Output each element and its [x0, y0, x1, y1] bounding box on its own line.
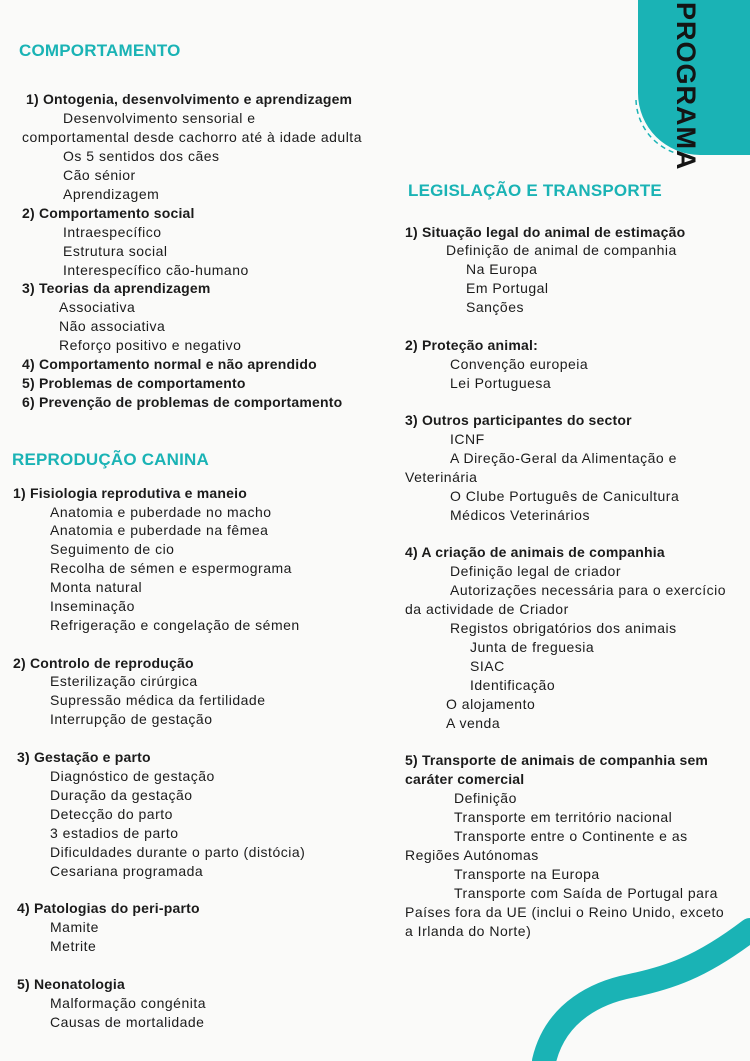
- item: Mamite: [50, 919, 99, 935]
- item: Anatomia e puberdade na fêmea: [50, 522, 269, 538]
- item: Cesariana programada: [50, 863, 204, 879]
- item: O Clube Português de Canicultura: [450, 488, 680, 504]
- item: Em Portugal: [466, 280, 549, 296]
- item: SIAC: [470, 658, 505, 674]
- item: Identificação: [470, 677, 556, 693]
- item-heading: 5) Transporte de animais de companhia sem: [405, 752, 709, 768]
- item-heading: 4) Patologias do peri-parto: [17, 900, 200, 916]
- item: Malformação congénita: [50, 995, 207, 1011]
- item: Anatomia e puberdade no macho: [50, 504, 272, 520]
- item: Transporte em território nacional: [454, 809, 673, 825]
- item-heading: 6) Prevenção de problemas de comportamento: [22, 394, 343, 410]
- item: Países fora da UE (inclui o Reino Unido, exceto: [405, 904, 725, 920]
- item: Médicos Veterinários: [450, 507, 590, 523]
- section-title-comportamento: COMPORTAMENTO: [19, 41, 181, 60]
- item: Diagnóstico de gestação: [50, 768, 215, 784]
- item: Intraespecífico: [63, 224, 162, 240]
- item: Transporte na Europa: [454, 866, 600, 882]
- item: comportamental desde cachorro até à idade adulta: [22, 129, 362, 145]
- item: Interrupção de gestação: [50, 711, 213, 727]
- item: Cão sénior: [63, 167, 136, 183]
- item: Refrigeração e congelação de sémen: [50, 617, 300, 633]
- item: Sanções: [466, 299, 524, 315]
- item: Inseminação: [50, 598, 135, 614]
- item: Metrite: [50, 938, 97, 954]
- item-heading: 4) A criação de animais de companhia: [405, 544, 665, 560]
- item: a Irlanda do Norte): [405, 923, 532, 939]
- item: A Direção-Geral da Alimentação e: [450, 450, 677, 466]
- item: Registos obrigatórios dos animais: [450, 620, 677, 636]
- item: Associativa: [59, 299, 136, 315]
- item: Monta natural: [50, 579, 143, 595]
- item: Definição de animal de companhia: [446, 242, 677, 258]
- section-title-reproducao: REPRODUÇÃO CANINA: [12, 450, 210, 469]
- item-heading: 1) Ontogenia, desenvolvimento e aprendizagem: [26, 91, 353, 107]
- item: Os 5 sentidos dos cães: [63, 148, 220, 164]
- item-heading: 2) Comportamento social: [22, 205, 195, 221]
- item-heading: 4) Comportamento normal e não aprendido: [22, 356, 317, 372]
- item: Aprendizagem: [63, 186, 160, 202]
- item: Definição: [454, 790, 517, 806]
- item: Reforço positivo e negativo: [59, 337, 242, 353]
- item: Regiões Autónomas: [405, 847, 539, 863]
- item: Estrutura social: [63, 243, 168, 259]
- item-heading: 1) Fisiologia reprodutiva e maneio: [13, 485, 247, 501]
- item-heading: 2) Controlo de reprodução: [13, 655, 194, 671]
- item-heading: 5) Neonatologia: [17, 976, 126, 992]
- item: Desenvolvimento sensorial e: [63, 110, 256, 126]
- item: Detecção do parto: [50, 806, 173, 822]
- program-badge-text: PROGRAMA: [671, 2, 701, 171]
- item: Na Europa: [466, 261, 538, 277]
- item: Veterinária: [405, 469, 478, 485]
- item: Transporte com Saída de Portugal para: [454, 885, 718, 901]
- item: ICNF: [450, 431, 485, 447]
- item: Definição legal de criador: [450, 563, 621, 579]
- item-heading: 3) Teorias da aprendizagem: [22, 280, 211, 296]
- item-heading: 5) Problemas de comportamento: [22, 375, 246, 391]
- item: Dificuldades durante o parto (distócia): [50, 844, 306, 860]
- item: Supressão médica da fertilidade: [50, 692, 266, 708]
- item: Seguimento de cio: [50, 541, 175, 557]
- item-heading: 2) Proteção animal:: [405, 337, 538, 353]
- item: O alojamento: [446, 696, 536, 712]
- item: Causas de mortalidade: [50, 1014, 205, 1030]
- item: Convenção europeia: [450, 356, 589, 372]
- item: Junta de freguesia: [470, 639, 595, 655]
- item: 3 estadios de parto: [50, 825, 179, 841]
- item: Transporte entre o Continente e as: [454, 828, 688, 844]
- item-heading: 1) Situação legal do animal de estimação: [405, 224, 686, 240]
- item: Duração da gestação: [50, 787, 193, 803]
- item: Lei Portuguesa: [450, 375, 552, 391]
- item: Autorizações necessária para o exercício: [450, 582, 727, 598]
- item: Interespecífico cão-humano: [63, 262, 249, 278]
- item: Não associativa: [59, 318, 166, 334]
- item-heading: caráter comercial: [405, 771, 525, 787]
- item-heading: 3) Gestação e parto: [17, 749, 151, 765]
- section-title-legislacao: LEGISLAÇÃO E TRANSPORTE: [408, 181, 662, 200]
- item: Esterilização cirúrgica: [50, 673, 198, 689]
- item: Recolha de sémen e espermograma: [50, 560, 292, 576]
- item-heading: 3) Outros participantes do sector: [405, 412, 632, 428]
- item: A venda: [446, 715, 501, 731]
- item: da actividade de Criador: [405, 601, 569, 617]
